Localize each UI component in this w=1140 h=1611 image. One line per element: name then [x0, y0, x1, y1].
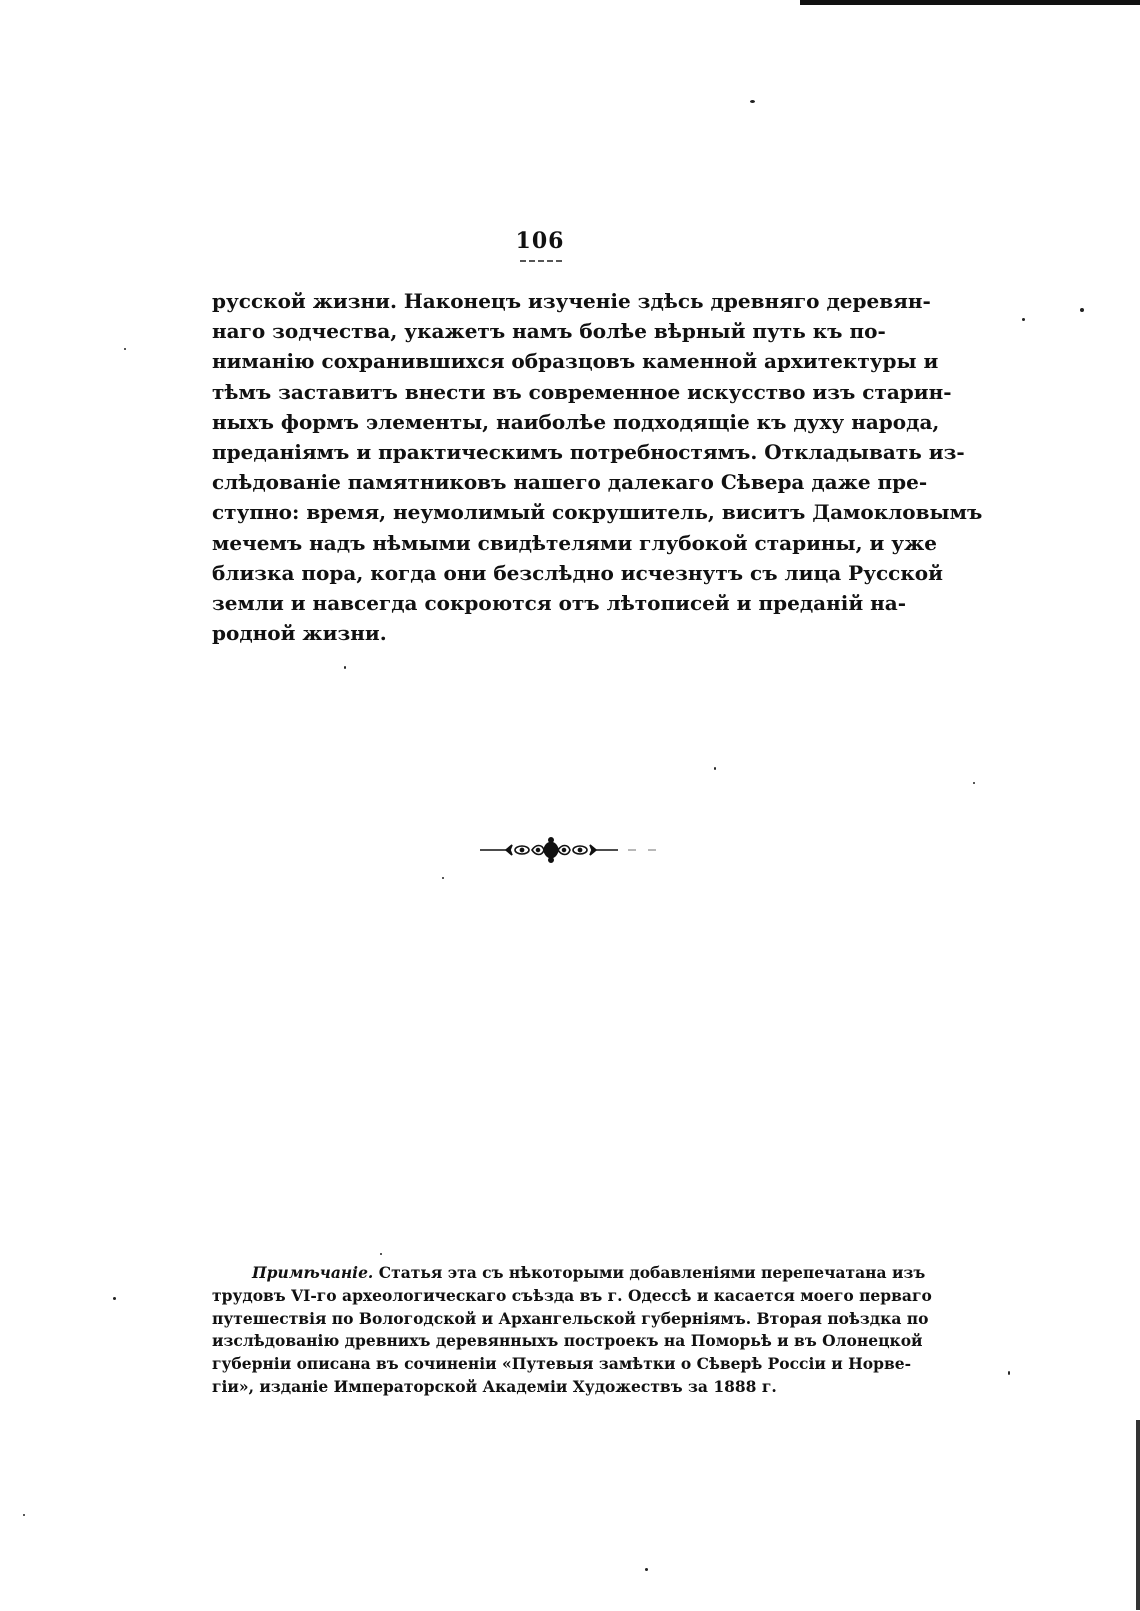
- scan-speck: [1022, 318, 1025, 321]
- footnote-line: гіи», изданіе Императорской Академіи Художествъ за 1888 г.: [212, 1376, 777, 1396]
- footnote-line: губерніи описана въ сочиненіи «Путевыя замѣтки о Сѣверѣ Россіи и Норве-: [212, 1354, 912, 1374]
- scan-top-edge: [800, 0, 1140, 5]
- footnote-label: Примѣчаніе.: [252, 1263, 374, 1282]
- scan-speck: [113, 1297, 116, 1300]
- ornament-divider-icon: [480, 836, 670, 864]
- scan-speck: [1080, 308, 1084, 312]
- scan-speck: [442, 877, 444, 879]
- footnote-line: путешествія по Вологодской и Архангельской губерніямъ. Вторая поѣздка по: [212, 1308, 929, 1328]
- footnote-line: [212, 1262, 926, 1285]
- main-text-line: русской жизни. Наконецъ изученіе здѣсь древняго деревян-: [212, 289, 931, 313]
- main-text-line: ниманію сохранившихся образцовъ каменной архитектуры и: [212, 349, 939, 374]
- page-number: 106: [515, 228, 565, 254]
- main-text-line: ступно: время, неумолимый сокрушитель, виситъ Дамокловымъ: [212, 500, 983, 525]
- main-text-line: близка пора, когда они безслѣдно исчезнутъ съ лица Русской: [212, 560, 943, 585]
- main-text: [212, 286, 983, 648]
- footnote-line: изслѣдованію древнихъ деревянныхъ построекъ на Поморьѣ и въ Олонецкой: [212, 1331, 923, 1351]
- scan-speck: [973, 782, 975, 784]
- scan-speck: [124, 348, 126, 350]
- scan-speck: [645, 1568, 648, 1571]
- page-number-underline: [520, 260, 562, 262]
- scan-speck: [750, 100, 755, 103]
- scan-speck: [1008, 1371, 1010, 1375]
- main-text-line: ныхъ формъ элементы, наиболѣе подходящіе къ духу народа,: [212, 409, 940, 434]
- main-text-line: наго зодчества, укажетъ намъ болѣе вѣрный путь къ по-: [212, 319, 886, 344]
- footnote: [212, 1262, 932, 1399]
- main-text-line: тѣмъ заставитъ внести въ современное искусство изъ старин-: [212, 379, 952, 404]
- main-text-line: земли и навсегда сокроются отъ лѣтописей и преданій на-: [212, 591, 907, 616]
- scan-right-edge: [1136, 1420, 1140, 1610]
- footnote-line: трудовъ VI-го археологическаго съѣзда въ г. Одессѣ и касается моего перваго: [212, 1285, 932, 1305]
- scan-speck: [23, 1514, 25, 1516]
- main-text-line: слѣдованіе памятниковъ нашего далекаго Сѣвера даже пре-: [212, 470, 928, 495]
- scan-speck: [344, 666, 346, 669]
- main-text-line: преданіямъ и практическимъ потребностямъ. Откладывать из-: [212, 440, 965, 465]
- main-text-line: мечемъ надъ нѣмыми свидѣтелями глубокой старины, и уже: [212, 530, 938, 555]
- footnote-first-line-text: Статья эта съ нѣкоторыми добавленіями перепечатана изъ: [378, 1263, 926, 1282]
- main-text-line: родной жизни.: [212, 621, 387, 646]
- scan-speck: [714, 767, 716, 770]
- scan-speck: [380, 1253, 382, 1255]
